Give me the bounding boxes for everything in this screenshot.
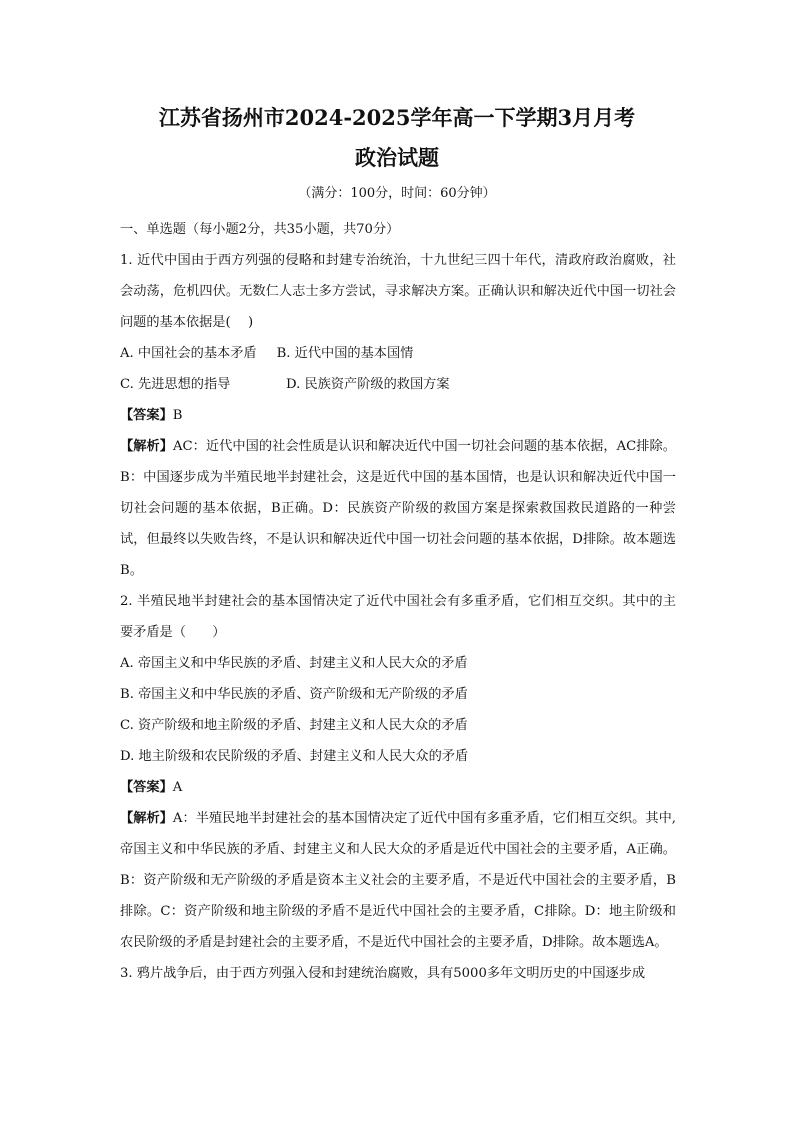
analysis-text: AC：近代中国的社会性质是认识和解决近代中国一切社会问题的基本依据，AC排除。B：中国逐步成为半殖民地半封建社会，这是近代中国的基本国情，也是认识和解决近代中国一切社会问题的基本依据，B正确。D：民族资产阶级的救国方案是探索救国救民道路的一种尝试，但最终以失败告终，不是认识和解决近代中国一切社会问题的基本依据，D排除。故本题选B。 bbox=[120, 439, 676, 578]
answer-value: B bbox=[172, 408, 183, 423]
question-1-options-row-1 bbox=[120, 338, 676, 369]
analysis-label: 【解析】 bbox=[120, 811, 173, 826]
question-2-option-b: B. 帝国主义和中华民族的矛盾、资产阶级和无产阶级的矛盾 bbox=[120, 687, 468, 702]
question-2-option-c: C. 资产阶级和地主阶级的矛盾、封建主义和人民大众的矛盾 bbox=[120, 718, 468, 733]
question-1-option-d: D. 民族资产阶级的救国方案 bbox=[286, 377, 450, 392]
question-1-stem: 1. 近代中国由于西方列强的侵略和封建专治统治，十九世纪三四十年代，清政府政治腐败，社会动荡，危机四伏。无数仁人志士多方尝试，寻求解决方案。正确认识和解决近代中国一切社会问题的基本依据是( ) bbox=[120, 253, 676, 330]
subject-title: 政治试题 bbox=[355, 145, 439, 170]
analysis-label: 【解析】 bbox=[120, 439, 173, 454]
question-2-stem: 2. 半殖民地半封建社会的基本国情决定了近代中国社会有多重矛盾，它们相互交织。其中的主要矛盾是（ ） bbox=[120, 594, 676, 640]
question-2-option-a: A. 帝国主义和中华民族的矛盾、封建主义和人民大众的矛盾 bbox=[120, 656, 468, 671]
question-1-option-a: A. 中国社会的基本矛盾 bbox=[120, 346, 257, 361]
document-title: 江苏省扬州市2024-2025学年高一下学期3月月考 bbox=[158, 105, 636, 130]
question-1-option-b: B. 近代中国的基本国情 bbox=[276, 346, 414, 361]
question-1-analysis bbox=[120, 431, 676, 586]
answer-value: A bbox=[172, 780, 183, 795]
question-content bbox=[120, 214, 676, 989]
answer-label: 【答案】 bbox=[120, 780, 173, 795]
question-2-answer bbox=[120, 772, 676, 803]
question-1-answer bbox=[120, 400, 676, 431]
question-1-option-c: C. 先进思想的指导 bbox=[120, 377, 231, 392]
answer-label: 【答案】 bbox=[120, 408, 173, 423]
analysis-text: A：半殖民地半封建社会的基本国情决定了近代中国有多重矛盾，它们相互交织。其中,帝国主义和中华民族的矛盾、封建主义和人民大众的矛盾是近代中国社会的主要矛盾，A正确。B：资产阶级和无产阶级的矛盾是资本主义社会的主要矛盾，不是近代中国社会的主要矛盾，B排除。C：资产阶级和地主阶级的矛盾不是近代中国社会的主要矛盾，C排除。D：地主阶级和农民阶级的矛盾是封建社会的主要矛盾，不是近代中国社会的主要矛盾，D排除。故本题选A。 bbox=[120, 811, 676, 950]
question-2-analysis bbox=[120, 803, 676, 958]
section-heading: 一、单选题（每小题2分，共35小题，共70分） bbox=[120, 222, 400, 237]
question-2-option-d: D. 地主阶级和农民阶级的矛盾、封建主义和人民大众的矛盾 bbox=[120, 749, 469, 764]
question-3-stem: 3. 鸦片战争后，由于西方列强入侵和封建统治腐败，具有5000多年文明历史的中国逐步成 bbox=[120, 966, 646, 981]
exam-info: （满分：100分，时间：60分钟） bbox=[298, 186, 496, 201]
question-1-options-row-2 bbox=[120, 369, 676, 400]
